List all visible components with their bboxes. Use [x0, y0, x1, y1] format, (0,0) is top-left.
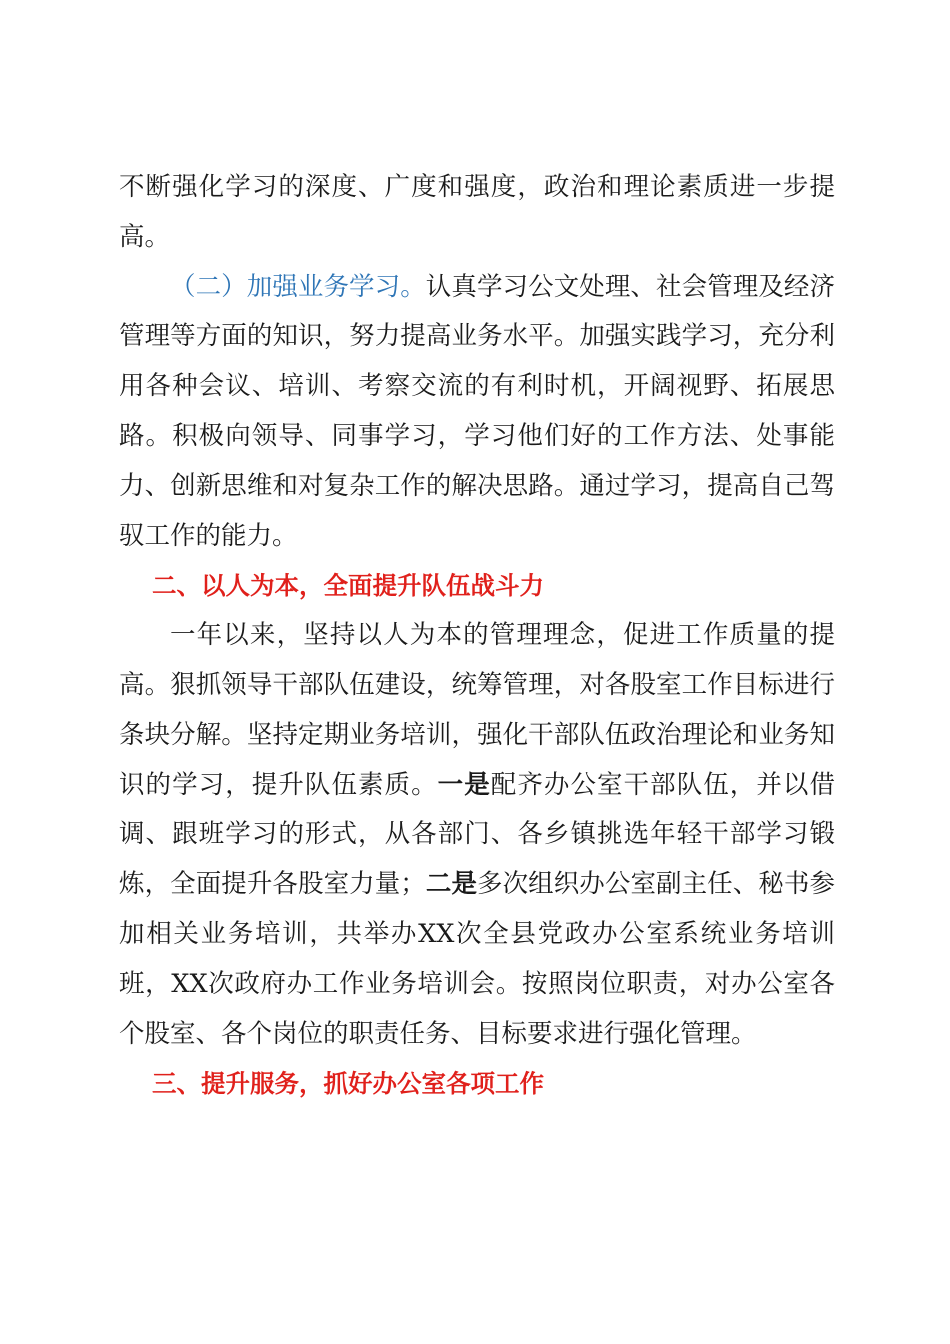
- paragraph-team-building-text-a: 一年以来，坚持以人为本的管理理念，促进工作质量的提高。狠抓领导干部队伍建设，统筹管理，对各股室工作目标进行条块分解。坚持定期业务培训，强化干部队伍政治理论和业务知识的学习，提升队伍素质。: [119, 620, 835, 800]
- paragraph-continued: 不断强化学习的深度、广度和强度，政治和理论素质进一步提高。: [119, 172, 835, 252]
- sub-heading-business-study: （二）加强业务学习。: [170, 271, 426, 302]
- section-heading-improve-service: 三、提升服务，抓好办公室各项工作: [152, 1069, 544, 1099]
- paragraph-business-study-text: 认真学习公文处理、社会管理及经济管理等方面的知识，努力提高业务水平。加强实践学习，充分利用各种会议、培训、考察交流的有利时机，开阔视野、拓展思路。积极向领导、同事学习，学习他们好的工作方法、处事能力、创新思维和对复杂工作的解决思路。通过学习，提高自己驾驭工作的能力。: [119, 271, 835, 551]
- paragraph-team-building-text-c: 多次组织办公室副主任、秘书参加相关业务培训，共举办XX次全县党政办公室系统业务培训班，XX次政府办工作业务培训会。按照岗位职责，对办公室各个股室、各个岗位的职责任务、目标要求进行强化管理。: [119, 869, 835, 1049]
- document-body: [119, 163, 835, 1109]
- paragraph-team-building: [119, 611, 835, 1059]
- emphasis-second: 二是: [425, 869, 478, 900]
- emphasis-first: 一是: [437, 769, 491, 800]
- paragraph-team-building-text-b: 配齐办公室干部队伍，并以借调、跟班学习的形式，从各部门、各乡镇挑选年轻干部学习锻炼，全面提升各股室力量；: [119, 769, 835, 900]
- section-heading-people-oriented: 二、以人为本，全面提升队伍战斗力: [152, 571, 544, 601]
- paragraph-business-study: [119, 263, 835, 562]
